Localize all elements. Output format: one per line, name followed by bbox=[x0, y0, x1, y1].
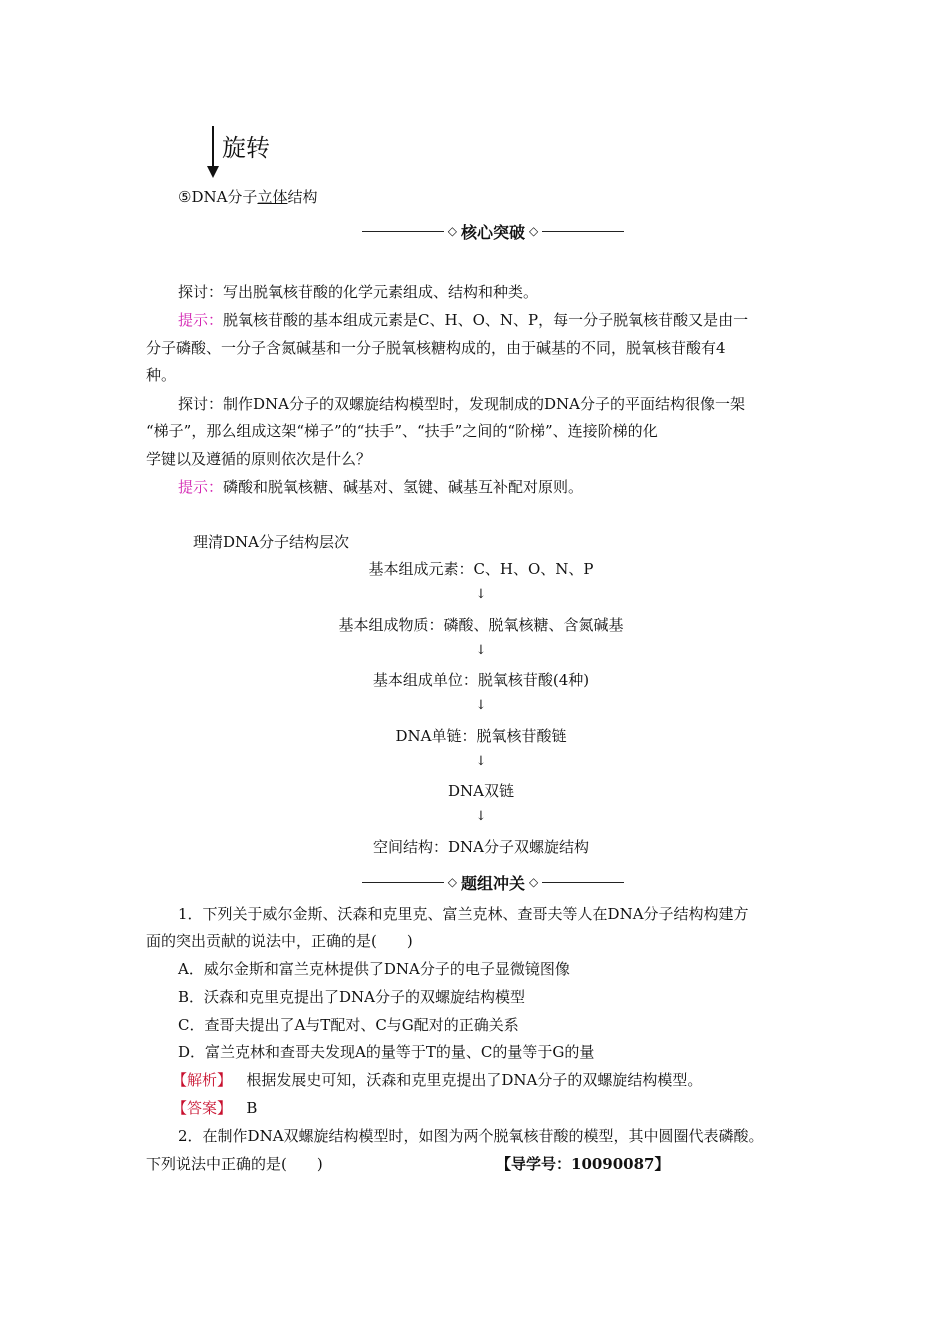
discussion-1-question: 探讨：写出脱氧核苷酸的化学元素组成、结构和种类。 bbox=[178, 283, 539, 301]
header-rule-left bbox=[362, 231, 444, 232]
analysis-label: 【解析】 bbox=[172, 1071, 233, 1089]
discussion-2-question: 探讨：制作DNA分子的双螺旋结构模型时，发现制成的DNA分子的平面结构很像一架 bbox=[178, 395, 745, 413]
down-arrow-icon: ↓ bbox=[475, 809, 487, 824]
discussion-1-hint: 提示：脱氧核苷酸的基本组成元素是C、H、O、N、P，每一分子脱氧核苷酸又是由一 bbox=[178, 311, 749, 329]
discussion-1-hint-line2: 分子磷酸、一分子含氮碱基和一分子脱氧核糖构成的，由于碱基的不同，脱氧核苷酸有4 bbox=[146, 339, 726, 357]
diamond-icon: ◇ bbox=[447, 875, 457, 889]
answer: 【答案】 B bbox=[172, 1099, 258, 1117]
section-title: 题组冲关 bbox=[461, 873, 526, 893]
guide-number: 【导学号：10090087】 bbox=[496, 1155, 670, 1173]
down-arrow-icon bbox=[202, 124, 224, 180]
header-rule-right bbox=[542, 882, 624, 883]
discussion-2-question-line3: 学键以及遵循的原则依次是什么？ bbox=[146, 450, 372, 468]
diamond-icon: ◇ bbox=[529, 875, 539, 889]
question-2-stem-line2: 下列说法中正确的是( ) bbox=[146, 1155, 323, 1173]
down-arrow-icon: ↓ bbox=[475, 587, 487, 602]
option-b: B．沃森和克里克提出了DNA分子的双螺旋结构模型 bbox=[178, 988, 526, 1006]
underlined-word: 立体 bbox=[257, 188, 288, 206]
section-title: 核心突破 bbox=[461, 222, 526, 242]
hierarchy-level: DNA双链 bbox=[448, 782, 514, 800]
section-header-core bbox=[362, 220, 624, 242]
discussion-2-hint: 提示：磷酸和脱氧核糖、碱基对、氢键、碱基互补配对原则。 bbox=[178, 478, 584, 496]
discussion-1-hint-line3: 种。 bbox=[146, 366, 177, 384]
answer-label: 【答案】 bbox=[172, 1099, 233, 1117]
section-header-practice bbox=[362, 871, 624, 893]
down-arrow-icon: ↓ bbox=[475, 698, 487, 713]
down-arrow-icon: ↓ bbox=[475, 754, 487, 769]
hierarchy-level: DNA单链：脱氧核苷酸链 bbox=[395, 727, 567, 745]
header-rule-right bbox=[542, 231, 624, 232]
hierarchy-title: 理清DNA分子结构层次 bbox=[193, 533, 349, 551]
option-d: D．富兰克林和查哥夫发现A的量等于T的量、C的量等于G的量 bbox=[178, 1043, 595, 1061]
hint-label: 提示： bbox=[178, 311, 224, 329]
diamond-icon: ◇ bbox=[447, 224, 457, 238]
diamond-icon: ◇ bbox=[529, 224, 539, 238]
question-1-stem: 1．下列关于威尔金斯、沃森和克里克、富兰克林、查哥夫等人在DNA分子结构构建方 bbox=[178, 905, 749, 923]
rotate-label: 旋转 bbox=[222, 134, 270, 162]
header-rule-left bbox=[362, 882, 444, 883]
question-1-stem-line2: 面的突出贡献的说法中，正确的是( ) bbox=[146, 932, 413, 950]
hierarchy-level: 基本组成单位：脱氧核苷酸(4种) bbox=[372, 671, 590, 689]
hint-label: 提示： bbox=[178, 478, 224, 496]
option-c: C．查哥夫提出了A与T配对、C与G配对的正确关系 bbox=[178, 1016, 519, 1034]
discussion-2-question-line2: “梯子”，那么组成这架“梯子”的“扶手”、“扶手”之间的“阶梯”、连接阶梯的化 bbox=[146, 422, 658, 440]
item-5-line: ⑤DNA分子立体结构 bbox=[178, 188, 318, 206]
option-a: A．威尔金斯和富兰克林提供了DNA分子的电子显微镜图像 bbox=[178, 960, 570, 978]
hierarchy-level: 基本组成元素：C、H、O、N、P bbox=[368, 560, 594, 578]
question-2-stem: 2．在制作DNA双螺旋结构模型时，如图为两个脱氧核苷酸的模型，其中圆圈代表磷酸。 bbox=[178, 1127, 764, 1145]
analysis: 【解析】 根据发展史可知，沃森和克里克提出了DNA分子的双螺旋结构模型。 bbox=[172, 1071, 703, 1089]
hierarchy-level: 空间结构：DNA分子双螺旋结构 bbox=[373, 838, 589, 856]
hierarchy-level: 基本组成物质：磷酸、脱氧核糖、含氮碱基 bbox=[338, 616, 624, 634]
down-arrow-icon: ↓ bbox=[475, 643, 487, 658]
